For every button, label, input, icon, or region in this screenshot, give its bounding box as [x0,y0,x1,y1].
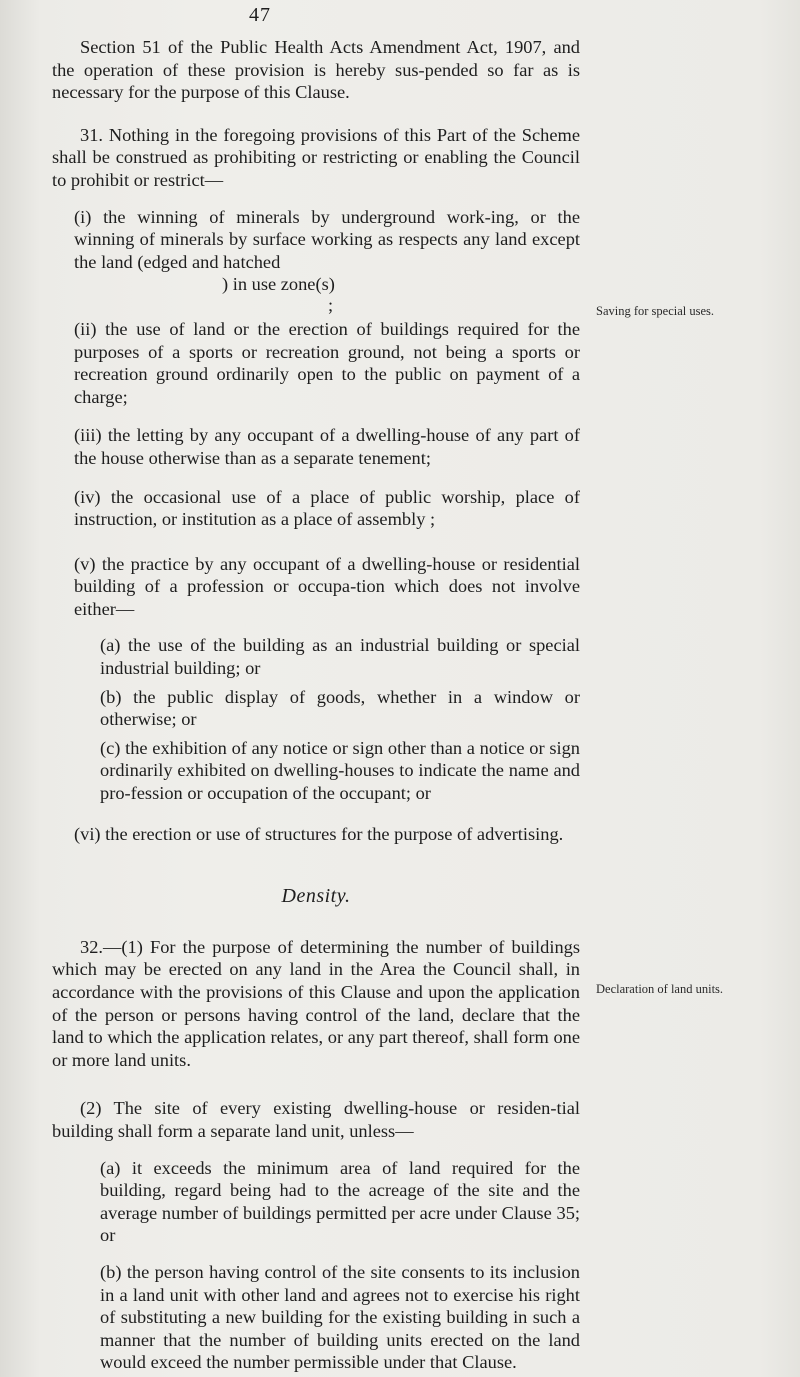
margin-note-saving: Saving for special uses. [596,304,715,318]
page-number: 47 [249,4,271,26]
intro-paragraph: Section 51 of the Public Health Acts Amendment Act, 1907, and the operation of these provision is hereby sus-pended so far as is necessary for the purpose of this Clause. [52,37,580,103]
clause-31-item-i-zone: ) in use zone(s) [222,274,335,295]
clause-31-item-vi: (vi) the erection or use of structures for the purpose of advertising. [74,823,564,844]
clause-31-item-iii: (iii) the letting by any occupant of a dwelling-house of any part of the house otherwise than as a separate tenement; [74,425,580,468]
clause-31-item-ii: (ii) the use of land or the erection of buildings required for the purposes of a sports or recreation ground, not being a sports or recreation ground ordinarily open to the public on payment of a charge; [74,318,580,407]
clause-32-paragraph-2: (2) The site of every existing dwelling-house or residen-tial building shall form a separate land unit, unless— [52,1098,580,1141]
clause-31-item-i-semicolon: ; [328,294,334,315]
clause-32-subitem-b: (b) the person having control of the site consents to its inclusion in a land unit with other land and agrees not to exercise his right of substituting a new building for the existing building in such a manner that the number of building units erected on the land would exceed the number permissible under that Clause. [100,1261,580,1373]
clause-32-paragraph-1: 32.—(1) For the purpose of determining the number of buildings which may be erected on any land in the Area the Council shall, in accordance with the provisions of this Clause and upon the application of the person or persons having control of the land, declare that the land to which the application relates, or any part thereof, shall form one or more land units. [52,936,580,1070]
clause-31-item-v: (v) the practice by any occupant of a dwelling-house or residential building of a profession or occupa-tion which does not involve either— [74,553,580,619]
clause-31-subitem-a: (a) the use of the building as an industrial building or special industrial building; or [100,635,580,679]
clause-31-item-i: (i) the winning of minerals by underground work-ing, or the winning of minerals by surface working as respects any land except the land (edged and hatched [74,206,580,272]
clause-31-item-iv: (iv) the occasional use of a place of public worship, place of instruction, or institution as a place of assembly ; [74,486,580,530]
margin-note-declaration: Declaration of land units. [596,982,724,996]
clause-31-paragraph: 31. Nothing in the foregoing provisions of this Part of the Scheme shall be construed as prohibiting or restricting or enabling the Council to prohibit or restrict— [52,124,580,190]
clause-31-subitem-c: (c) the exhibition of any notice or sign other than a notice or sign ordinarily exhibited on dwelling-houses to indicate the name and pro-fession or occupation of the occupant; or [100,737,580,804]
document-body [52,36,580,1374]
clause-31-subitem-b: (b) the public display of goods, whether in a window or otherwise; or [100,686,580,730]
clause-32-subitem-a: (a) it exceeds the minimum area of land required for the building, regard being had to the acreage of the site and the average number of buildings permitted per acre under Clause 35; or [100,1157,580,1246]
section-heading-density: Density. [281,885,351,908]
